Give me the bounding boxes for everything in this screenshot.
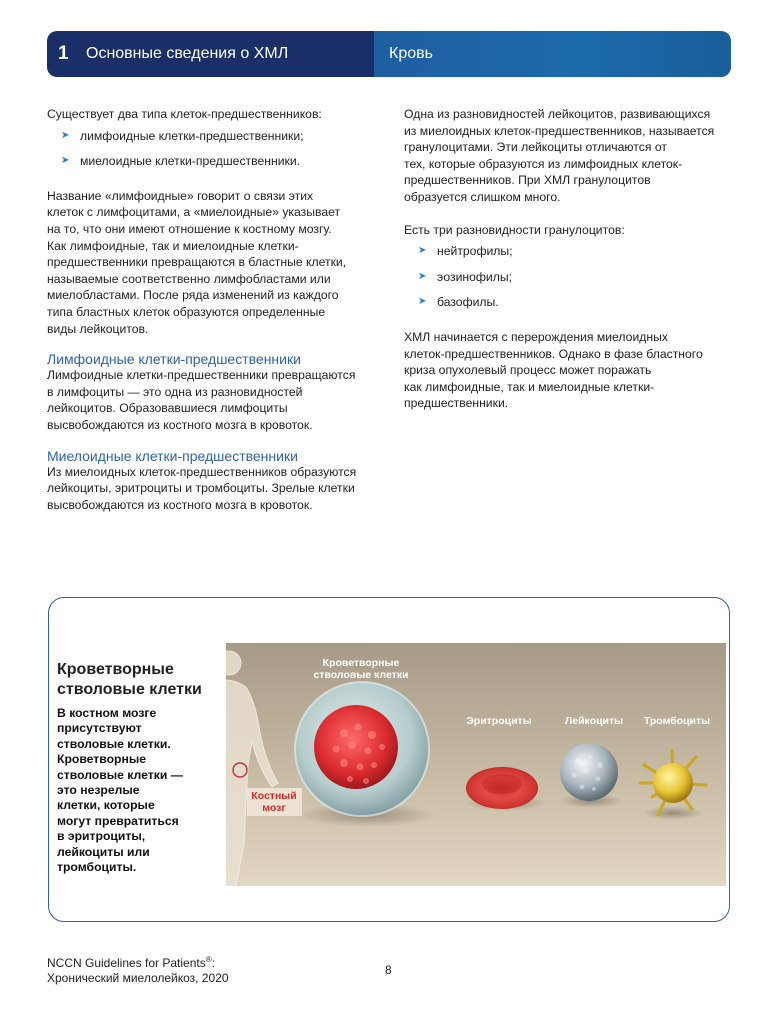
intro-text: Есть три разновидности гранулоцитов: (404, 222, 625, 237)
text-line: могут превратиться (57, 813, 179, 828)
text-line: стволовые клетки (57, 681, 202, 698)
paragraph (47, 367, 387, 433)
right-column (404, 106, 744, 412)
text-line: из миелоидных клеток-предшественников, называется (404, 123, 715, 138)
text-line: виды лейкоцитов. (47, 321, 149, 336)
list-item-text: нейтрофилы; (437, 244, 513, 259)
stem-cell-icon (295, 682, 429, 816)
list-item-text: миелоидные клетки-предшественники. (80, 154, 301, 169)
footer-colon: : (211, 956, 215, 970)
bone-marrow-label: Костный (251, 790, 297, 802)
text-line: ХМЛ начинается с перерождения миелоидных (404, 329, 668, 344)
list-item-text: эозинофилы; (437, 269, 512, 284)
text-line: предшественники. (404, 396, 509, 411)
paragraph (404, 329, 744, 412)
list-item (47, 153, 387, 170)
footer (47, 952, 229, 986)
spacer (47, 179, 387, 188)
text-line: лейкоцитов. Образовавшиеся лимфоциты (47, 401, 288, 416)
text-line: тромбоциты. (57, 860, 137, 875)
text-line: В костном мозге (57, 706, 157, 720)
chapter-number: 1 (58, 43, 69, 64)
page-number: 8 (385, 963, 392, 977)
intro-text: Существует два типа клеток-предшественников: (47, 107, 322, 121)
granulocyte-list (404, 243, 744, 311)
text-line: лейкоциты, эритроциты и тромбоциты. Зрелые клетки (47, 481, 355, 496)
subheading-myeloid: Миелоидные клетки-предшественники (47, 447, 298, 464)
progenitor-list (47, 128, 387, 170)
text-line: стволовые клетки. (57, 736, 171, 751)
text-line: лейкоциты или (57, 844, 150, 859)
footer-title: Хронический миелолейкоз, 2020 (47, 971, 229, 985)
leukocyte-icon (560, 743, 618, 801)
stem-cells-label: стволовые клетки (313, 669, 409, 681)
list-item (404, 294, 744, 311)
spacer (47, 337, 387, 351)
leukocytes-label: Лейкоциты (564, 715, 624, 727)
text-line: Как лимфоидные, так и миелоидные клетки- (47, 238, 299, 253)
bullet-arrow-icon: ➤ (418, 270, 427, 282)
figure-title (57, 660, 202, 700)
text-line: на то, что они имеют отношение к костному мозгу. (47, 221, 332, 236)
text-line: миелобластами. После ряда изменений из каждого (47, 288, 339, 303)
text-line: Лимфоидные клетки-предшественники превращаются (47, 368, 356, 383)
list-item (404, 269, 744, 286)
blood-cells-illustration (226, 643, 726, 886)
spacer (404, 320, 744, 329)
list-item-text: базофилы. (437, 295, 499, 310)
text-line: это незрелые (57, 783, 140, 798)
chapter-title: Основные сведения о ХМЛ (86, 45, 289, 62)
paragraph (47, 188, 387, 337)
text-line: присутствуют (57, 721, 142, 736)
spacer (47, 434, 387, 448)
text-line: как лимфоидные, так и миелоидные клетки- (404, 379, 655, 394)
chapter-header (47, 31, 731, 77)
text-line: предшественников. При ХМЛ гранулоцитов (404, 173, 651, 188)
text-line: называемые соответственно лимфобластами или (47, 271, 331, 286)
footer-guidelines: NCCN Guidelines for Patients (47, 956, 206, 970)
stem-cells-label: Кроветворные (322, 657, 400, 669)
left-column (47, 106, 387, 513)
text-line: клетки, которые (57, 798, 155, 813)
text-line: стволовые клетки — (57, 767, 183, 782)
erythrocytes-label: Эритроциты (466, 715, 532, 727)
text-line: клеток с лимфоцитами, а «миелоидные» указывает (47, 205, 341, 220)
text-line: высвобождаются из костного мозга в кровоток. (47, 497, 313, 512)
text-line: Одна из разновидностей лейкоцитов, развивающихся (404, 107, 711, 121)
paragraph (47, 464, 387, 514)
text-line: Кроветворные (57, 661, 174, 678)
registered-mark: ® (205, 955, 212, 964)
bone-marrow-label: мозг (262, 802, 286, 814)
text-line: типа бластных клеток образуются определенные (47, 304, 326, 319)
text-line: клеток-предшественников. Однако в фазе бластного (404, 346, 703, 361)
list-item (404, 243, 744, 260)
spacer (404, 206, 744, 222)
text-line: в лимфоциты — это одна из разновидностей (47, 384, 303, 399)
figure-caption (57, 706, 207, 875)
bullet-arrow-icon: ➤ (61, 129, 70, 141)
text-line: криза опухолевый процесс может поражать (404, 363, 652, 378)
paragraph (404, 106, 744, 206)
list-item-text: лимфоидные клетки-предшественники; (80, 128, 304, 143)
text-line: высвобождаются из костного мозга в кровоток. (47, 417, 313, 432)
text-line: Кроветворные (57, 752, 147, 767)
text-line: гранулоцитами. Эти лейкоциты отличаются от (404, 140, 667, 155)
erythrocyte-icon (466, 767, 538, 809)
text-line: Название «лимфоидные» говорит о связи этих (47, 188, 314, 203)
section-title: Кровь (374, 31, 731, 77)
bullet-arrow-icon: ➤ (418, 296, 427, 308)
subheading-lymphoid: Лимфоидные клетки-предшественники (47, 351, 301, 368)
text-line: Из миелоидных клеток-предшественников образуются (47, 464, 357, 479)
platelets-label: Тромбоциты (643, 715, 711, 727)
chapter-header-left (47, 31, 374, 77)
bullet-arrow-icon: ➤ (418, 245, 427, 257)
platelet-shadow (643, 806, 703, 820)
bullet-arrow-icon: ➤ (61, 155, 70, 167)
text-line: образуется слишком много. (404, 189, 561, 204)
list-item (47, 128, 387, 145)
text-line: в эритроциты, (57, 829, 146, 844)
text-line: тех, которые образуются из лимфоидных клеток- (404, 156, 683, 171)
text-line: предшественники превращаются в бластные клетки, (47, 255, 347, 270)
